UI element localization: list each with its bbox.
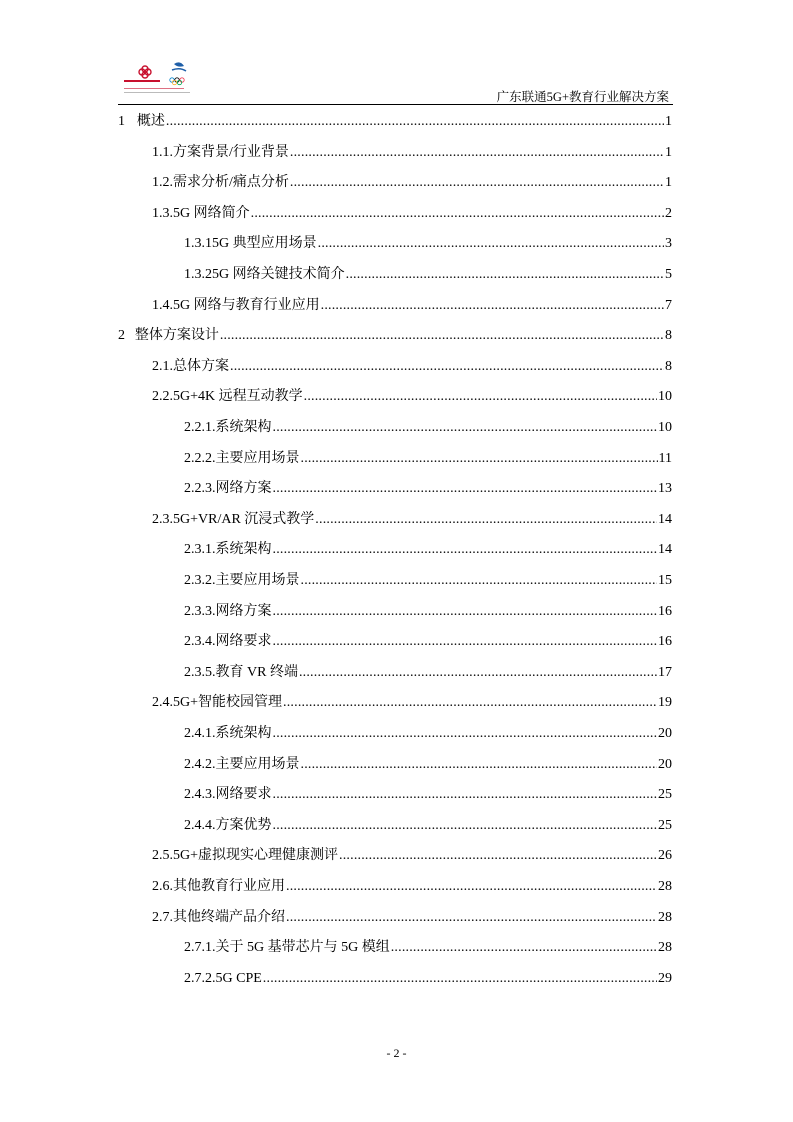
document-title: 广东联通5G+教育行业解决方案	[496, 90, 669, 104]
toc-entry-page: 25	[658, 787, 672, 803]
toc-entry-number: 2.2.1.	[184, 420, 216, 435]
toc-entry-page: 10	[658, 420, 672, 435]
toc-entry[interactable]	[152, 877, 672, 897]
toc-entry-number: 2.3.2.	[184, 573, 216, 588]
toc-entry-page: 26	[658, 848, 672, 864]
toc-entry[interactable]	[152, 846, 672, 866]
toc-entry-number: 2.2.2.	[184, 450, 216, 466]
toc-entry-label: 系统架构	[215, 726, 272, 741]
toc-dot-leader	[251, 204, 664, 224]
toc-entry-label: 系统架构	[215, 542, 272, 558]
toc-entry-page: 8	[665, 328, 672, 344]
toc-entry-number: 2.4.	[152, 695, 173, 711]
toc-entry-page: 7	[665, 297, 672, 313]
toc-entry-page: 29	[658, 970, 672, 986]
toc-entry-number: 1.3.1	[184, 236, 212, 252]
toc-entry-number: 2.2.3.	[184, 481, 216, 497]
toc-entry[interactable]	[184, 602, 672, 622]
toc-entry[interactable]	[184, 663, 672, 683]
company-logo	[122, 58, 202, 100]
toc-entry-page: 28	[658, 879, 672, 894]
toc-entry-number: 2.4.1.	[184, 726, 216, 741]
toc-entry-page: 10	[658, 389, 672, 405]
toc-entry[interactable]	[152, 143, 672, 163]
toc-entry[interactable]	[184, 479, 672, 499]
toc-entry[interactable]	[184, 418, 672, 438]
toc-entry-page: 25	[658, 817, 672, 833]
toc-entry-number: 2.3.	[152, 511, 173, 527]
toc-entry[interactable]	[184, 785, 672, 805]
toc-entry-number: 2.7.1.	[184, 940, 216, 956]
toc-entry-label: 5G+智能校园管理	[173, 695, 283, 711]
toc-entry[interactable]	[184, 449, 672, 469]
toc-entry-label: 总体方案	[173, 358, 229, 374]
toc-dot-leader	[230, 357, 664, 377]
toc-entry-number: 2.4.2.	[184, 756, 216, 772]
toc-entry-label: 系统架构	[215, 420, 272, 435]
toc-dot-leader	[273, 602, 658, 622]
toc-entry-page: 28	[658, 909, 672, 925]
toc-entry[interactable]	[152, 296, 672, 316]
toc-dot-leader	[273, 540, 658, 560]
toc-entry-label: 5G 网络与教育行业应用	[173, 297, 320, 313]
toc-dot-leader	[301, 571, 658, 591]
toc-entry-label: 其他终端产品介绍	[173, 909, 285, 925]
toc-entry-number: 1.1.	[152, 144, 173, 160]
toc-entry-number: 2.7.	[152, 909, 173, 925]
toc-entry-label: 主要应用场景	[215, 450, 300, 466]
toc-entry-page: 2	[665, 205, 672, 221]
toc-entry[interactable]	[184, 816, 672, 836]
toc-entry-label: 网络要求	[215, 634, 272, 650]
toc-entry[interactable]	[184, 969, 672, 989]
toc-entry-page: 14	[658, 511, 672, 527]
toc-entry[interactable]	[184, 724, 672, 744]
toc-entry-page: 8	[665, 358, 672, 374]
toc-dot-leader	[318, 234, 664, 254]
toc-entry-label: 5G 网络关键技术简介	[212, 267, 345, 282]
toc-entry-label: 5G+虚拟现实心理健康测评	[173, 848, 339, 864]
toc-entry-label: 关于 5G 基带芯片与 5G 模组	[215, 940, 390, 956]
toc-entry[interactable]	[152, 357, 672, 377]
toc-entry-number: 2.4.4.	[184, 817, 216, 833]
toc-entry-number: 2.1.	[152, 358, 173, 374]
toc-entry-number: 2.6.	[152, 879, 173, 894]
toc-entry-label: 5G CPE	[215, 970, 262, 986]
toc-entry-label: 主要应用场景	[215, 756, 300, 772]
toc-entry-label: 5G+4K 远程互动教学	[173, 389, 303, 405]
toc-entry[interactable]	[152, 510, 672, 530]
header-divider	[118, 104, 673, 105]
toc-dot-leader	[166, 112, 664, 132]
toc-entry-number: 1.4.	[152, 297, 173, 313]
toc-entry-label: 网络要求	[215, 787, 272, 803]
toc-dot-leader	[391, 938, 657, 958]
toc-entry-label: 网络方案	[215, 603, 272, 619]
toc-entry[interactable]	[184, 540, 672, 560]
toc-dot-leader	[301, 755, 658, 775]
toc-entry-number: 2.3.5.	[184, 664, 216, 680]
toc-entry[interactable]	[184, 234, 672, 254]
toc-entry-number: 2.3.1.	[184, 542, 216, 558]
toc-entry-number: 2.4.3.	[184, 787, 216, 803]
toc-entry-page: 19	[658, 695, 672, 711]
toc-dot-leader	[346, 265, 664, 285]
toc-entry-page: 3	[665, 236, 672, 252]
toc-entry[interactable]	[184, 755, 672, 775]
toc-entry-page: 13	[658, 481, 672, 497]
toc-entry-page: 5	[665, 267, 672, 282]
toc-dot-leader	[263, 969, 657, 989]
toc-dot-leader	[301, 449, 658, 469]
toc-dot-leader	[273, 816, 658, 836]
toc-entry-number: 2.7.2.	[184, 970, 216, 986]
toc-entry-page: 16	[658, 603, 672, 619]
toc-entry-page: 11	[658, 450, 672, 466]
toc-entry-page: 28	[658, 940, 672, 956]
toc-dot-leader	[304, 387, 657, 407]
toc-entry-number: 2.2.	[152, 389, 173, 405]
toc-entry-label: 概述	[136, 114, 165, 129]
toc-dot-leader	[299, 663, 657, 683]
toc-entry-page: 20	[658, 756, 672, 772]
toc-entry-number: 2	[118, 328, 125, 344]
toc-entry-number: 2.3.4.	[184, 634, 216, 650]
toc-dot-leader	[290, 173, 664, 193]
toc-entry-number: 2.5.	[152, 848, 173, 864]
toc-entry[interactable]	[152, 204, 672, 224]
toc-entry-label: 5G+VR/AR 沉浸式教学	[173, 511, 315, 527]
toc-entry-number: 1	[118, 114, 125, 129]
toc-entry-label: 方案优势	[215, 817, 272, 833]
olympic-emblem-icon	[170, 62, 186, 84]
toc-entry[interactable]	[184, 632, 672, 652]
toc-dot-leader	[220, 326, 664, 346]
toc-entry[interactable]	[184, 265, 672, 285]
toc-entry-label: 网络方案	[215, 481, 272, 497]
toc-entry-number: 1.3.2	[184, 267, 212, 282]
toc-dot-leader	[321, 296, 664, 316]
toc-entry-label: 5G 网络简介	[173, 205, 250, 221]
toc-dot-leader	[273, 724, 658, 744]
unicom-knot-icon	[139, 66, 151, 78]
toc-entry-label: 整体方案设计	[134, 328, 219, 344]
toc-entry-label: 方案背景/行业背景	[173, 144, 289, 160]
toc-dot-leader	[290, 143, 664, 163]
toc-dot-leader	[273, 785, 658, 805]
toc-entry-page: 15	[658, 573, 672, 588]
toc-entry[interactable]	[152, 173, 672, 193]
toc-dot-leader	[273, 632, 658, 652]
toc-entry-page: 1	[665, 144, 672, 160]
toc-entry-label: 教育 VR 终端	[215, 664, 298, 680]
toc-entry-page: 16	[658, 634, 672, 650]
toc-dot-leader	[273, 479, 658, 499]
page-number: - 2 -	[386, 1046, 407, 1060]
toc-entry[interactable]	[184, 571, 672, 591]
toc-entry-page: 1	[665, 114, 672, 129]
toc-entry-label: 需求分析/痛点分析	[173, 175, 289, 191]
toc-entry-number: 1.2.	[152, 175, 173, 191]
toc-entry-label: 其他教育行业应用	[173, 879, 285, 894]
toc-entry[interactable]	[152, 693, 672, 713]
toc-entry[interactable]	[118, 326, 672, 346]
toc-entry[interactable]	[152, 387, 672, 407]
toc-entry-number: 2.3.3.	[184, 603, 216, 619]
toc-dot-leader	[339, 846, 657, 866]
toc-dot-leader	[286, 908, 657, 928]
toc-entry-number: 1.3.	[152, 205, 173, 221]
toc-entry-page: 14	[658, 542, 672, 558]
toc-entry[interactable]	[118, 112, 672, 132]
toc-entry-page: 1	[665, 175, 672, 191]
toc-dot-leader	[273, 418, 658, 438]
toc-dot-leader	[286, 877, 657, 897]
toc-entry-label: 5G 典型应用场景	[212, 236, 317, 252]
toc-entry-page: 17	[658, 664, 672, 680]
toc-entry[interactable]	[184, 938, 672, 958]
toc-entry[interactable]	[152, 908, 672, 928]
toc-dot-leader	[283, 693, 657, 713]
toc-entry-page: 20	[658, 726, 672, 741]
toc-entry-label: 主要应用场景	[215, 573, 300, 588]
toc-dot-leader	[315, 510, 657, 530]
